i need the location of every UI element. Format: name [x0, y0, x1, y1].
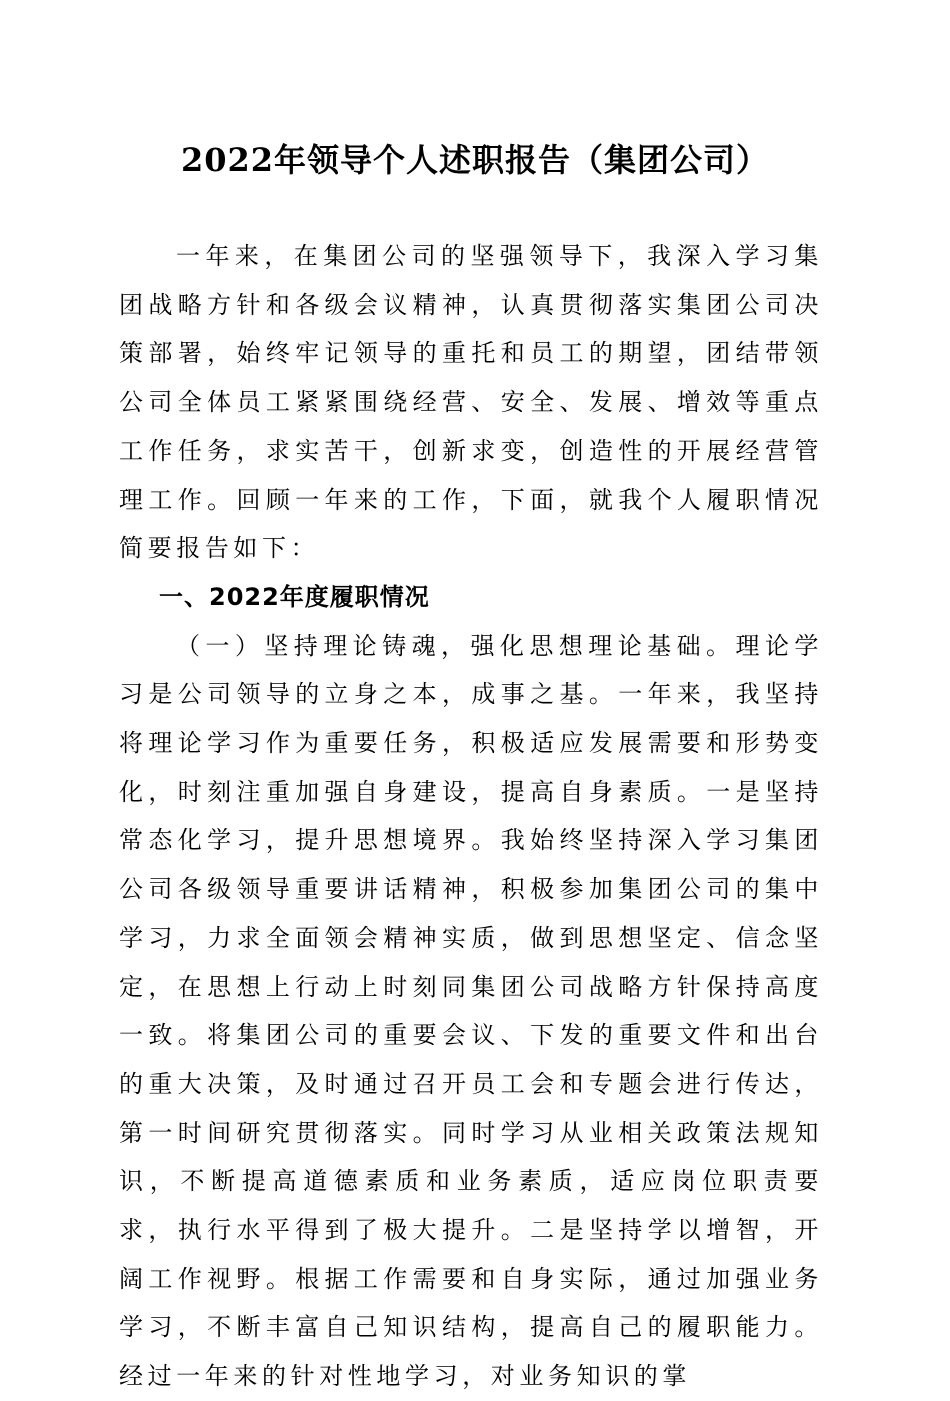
document-body	[119, 232, 823, 1401]
document-title: 2022年领导个人述职报告（集团公司）	[180, 141, 770, 179]
subsection-lead: （一）坚持理论铸魂，强化思想理论基础。	[176, 631, 736, 660]
subsection-body: 理论学习是公司领导的立身之本，成事之基。一年来，我坚持将理论学习作为重要任务，积极适应发展需要和形势变化，时刻注重加强自身建设，提高自身素质。一是坚持常态化学习，提升思想境界。我始终坚持深入学习集团公司各级领导重要讲话精神，积极参加集团公司的集中学习，力求全面领会精神实质，做到思想坚定、信念坚定，在思想上行动上时刻同集团公司战略方针保持高度一致。将集团公司的重要会议、下发的重要文件和出台的重大决策，及时通过召开员工会和专题会进行传达，第一时间研究贯彻落实。同时学习从业相关政策法规知识，不断提高道德素质和业务素质，适应岗位职责要求，执行水平得到了极大提升。二是坚持学以增智，开阔工作视野。根据工作需要和自身实际，通过加强业务学习，不断丰富自己知识结构，提高自己的履职能力。经过一年来的针对性地学习，对业务知识的掌	[119, 631, 823, 1391]
section-heading: 一、2022年度履职情况	[159, 582, 430, 611]
intro-paragraph: 一年来，在集团公司的坚强领导下，我深入学习集团战略方针和各级会议精神，认真贯彻落实集团公司决策部署，始终牢记领导的重托和员工的期望，团结带领公司全体员工紧紧围绕经营、安全、发展、增效等重点工作任务，求实苦干，创新求变，创造性的开展经营管理工作。回顾一年来的工作，下面，就我个人履职情况简要报告如下：	[119, 242, 823, 563]
subsection-paragraph	[119, 622, 823, 1401]
